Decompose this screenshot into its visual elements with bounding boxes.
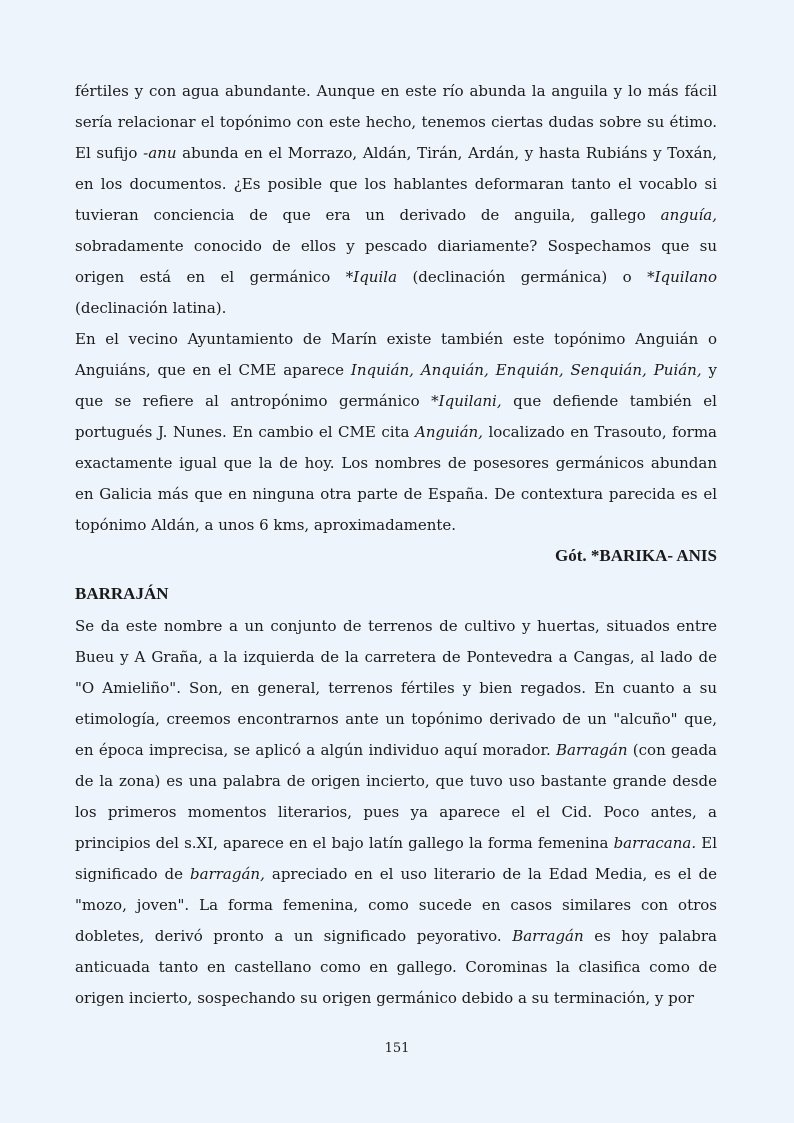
italic-term: -anu	[143, 144, 177, 162]
text-run: abunda en el Morrazo, Aldán, Tirán, Ardán, y hasta Rubiáns y Toxán, en los documentos. ¿Es posible que los hablantes deformaran tanto el vocablo si tuvieran conciencia de que era un derivado de anguila, gallego	[75, 144, 718, 224]
text-run: es hoy palabra anticuada tanto en castellano como en gallego. Corominas la clasifica como de origen incierto, sospechando su origen germánico debido a su terminación, y por	[75, 927, 717, 1007]
entry-title: BARRAJÁN	[75, 584, 169, 603]
italic-term: *Iquilano	[647, 268, 717, 286]
paragraph-barrajan	[75, 611, 717, 1014]
italic-term: Inquián, Anquián, Enquián, Senquián, Puián,	[350, 361, 702, 379]
text-run: (declinación germánica) o	[397, 268, 648, 286]
paragraph-marin	[75, 324, 717, 541]
page-number: 151	[384, 1041, 410, 1056]
text-run: En el vecino Ayuntamiento de Marín existe también este topónimo Anguián o Anguiáns, que en el CME aparece	[75, 330, 717, 379]
text-run: Se da este nombre a un conjunto de terrenos de cultivo y huertas, situados entre Bueu y A Graña, a la izquierda de la carretera de Pontevedra a Cangas, al lado de "O Amieliño". Son, en general, terrenos fértiles y bien regados. En cuanto a su etimología, creemos encontrarnos ante un topónimo derivado de un "alcuño" que, en época imprecisa, se aplicó a algún individuo aquí morador.	[75, 617, 717, 759]
text-run: y que se refiere al antropónimo germánico	[75, 361, 717, 410]
text-run: (con geada de la zona) es una palabra de origen incierto, que tuvo uso bastante grande desde los primeros momentos literarios, pues ya aparece el el Cid. Poco antes, a principios del s.XI, aparece en el bajo latín gallego la forma femenina	[75, 741, 717, 852]
paragraph-anguian-origin	[75, 76, 717, 324]
italic-term: *Iquila	[345, 268, 398, 286]
italic-term: Barragán	[556, 741, 628, 759]
italic-term: *Iquilani,	[431, 392, 502, 410]
italic-term: Barragán	[512, 927, 584, 945]
text-run: fértiles y con agua abundante. Aunque en este río abunda la anguila y lo más fácil sería relacionar el topónimo con este hecho, tenemos ciertas dudas sobre su étimo. El sufijo	[75, 82, 717, 162]
text-run: sobradamente conocido de ellos y pescado diariamente? Sospechamos que su origen está en el germánico	[75, 237, 717, 286]
italic-term: Anguián,	[415, 423, 483, 441]
italic-term: barracana.	[613, 834, 697, 852]
text-run: apreciado en el uso literario de la Edad Media, es el de "mozo, joven". La forma femenina, como sucede en casos similares con otros dobletes, derivó pronto a un significado peyorativo.	[75, 865, 717, 945]
body-text	[75, 76, 717, 1014]
text-run: (declinación latina).	[75, 299, 227, 317]
text-run: El significado de	[75, 834, 717, 883]
etymon-heading: Gót. *BARIKA- ANIS	[555, 546, 717, 565]
text-run: que defiende también el portugués J. Nunes. En cambio el CME cita	[75, 392, 717, 441]
italic-term: anguía,	[660, 206, 717, 224]
italic-term: barragán,	[190, 865, 265, 883]
text-run: localizado en Trasouto, forma exactamente igual que la de hoy. Los nombres de posesores germánicos abundan en Galicia más que en ninguna otra parte de España. De contextura parecida es el topónimo Aldán, a unos 6 kms, aproximadamente.	[75, 423, 718, 534]
